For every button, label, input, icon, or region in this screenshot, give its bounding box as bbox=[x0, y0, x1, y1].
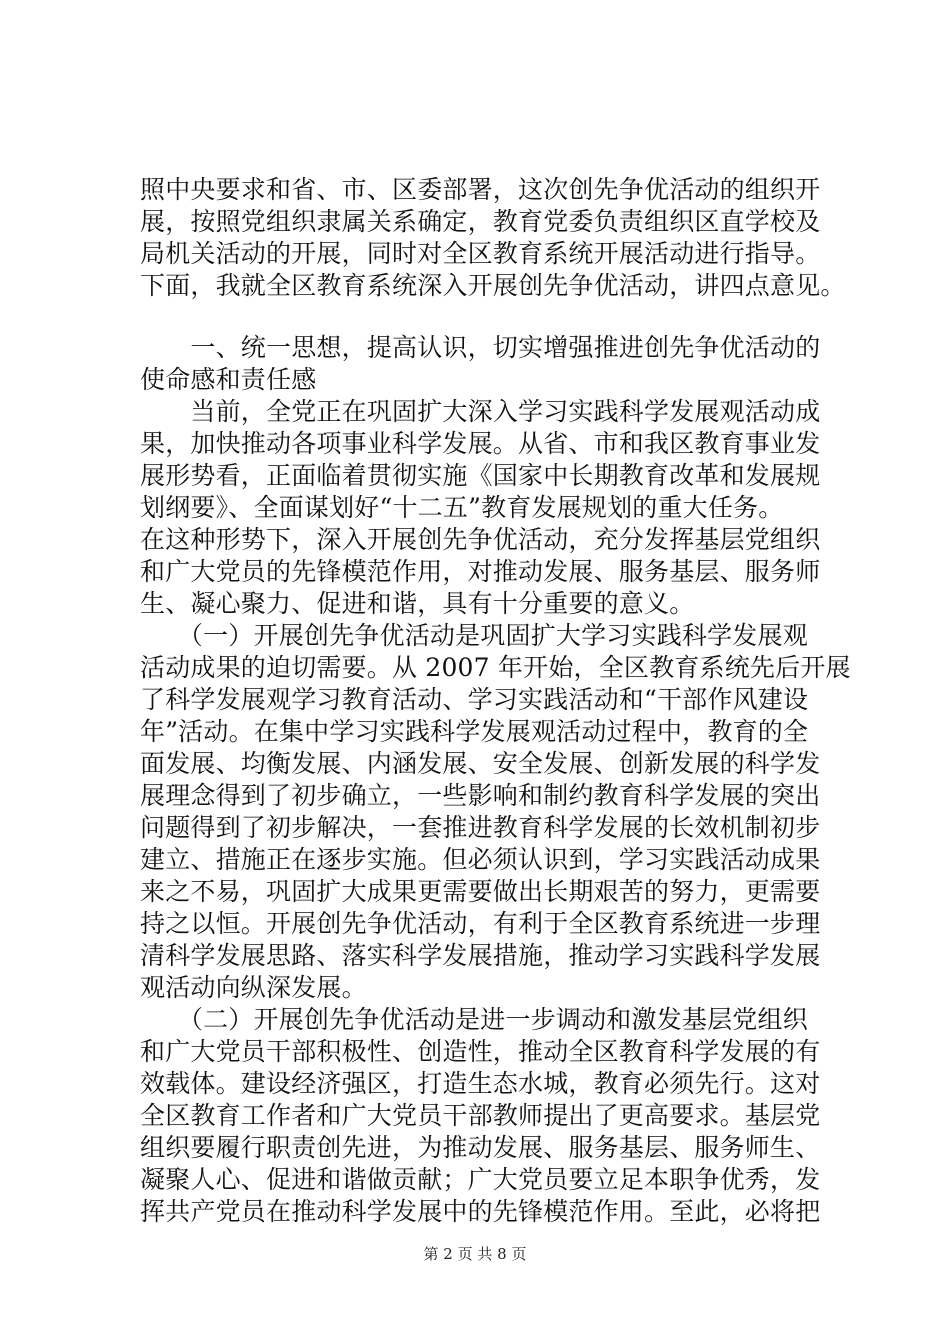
document-body bbox=[140, 174, 852, 1228]
section-heading-1 bbox=[140, 332, 852, 396]
text-line: 凝聚人心、促进和谐做贡献；广大党员要立足本职争优秀，发 bbox=[140, 1165, 821, 1194]
text-line: 照中央要求和省、市、区委部署，这次创先争优活动的组织开 bbox=[140, 175, 821, 204]
text-line: 建立、措施正在逐步实施。但必须认识到，学习实践活动成果 bbox=[140, 845, 821, 874]
text-line: 在这种形势下，深入开展创先争优活动，充分发挥基层党组织 bbox=[140, 525, 821, 554]
text-line: 效载体。建设经济强区，打造生态水城，教育必须先行。这对 bbox=[140, 1069, 821, 1098]
text-line: 划纲要》、全面谋划好“十二五”教育发展规划的重大任务。 bbox=[140, 493, 784, 522]
text-line: 挥共产党员在推动科学发展中的先锋模范作用。至此，必将把 bbox=[140, 1197, 821, 1226]
text-line: 来之不易，巩固扩大成果更需要做出长期艰苦的努力，更需要 bbox=[140, 877, 821, 906]
text-line: 年”活动。在集中学习实践科学发展观活动过程中，教育的全 bbox=[140, 717, 809, 746]
text-line: 清科学发展思路、落实科学发展措施，推动学习实践科学发展 bbox=[140, 941, 821, 970]
point-1-paragraph bbox=[140, 620, 852, 1004]
text-line: 观活动向纵深发展。 bbox=[140, 973, 367, 1002]
text-line: 面发展、均衡发展、内涵发展、安全发展、创新发展的科学发 bbox=[140, 749, 821, 778]
text-line: 活动成果的迫切需要。从 2007 年开始，全区教育系统先后开展 bbox=[140, 653, 851, 682]
heading-line: 一、统一思想，提高认识，切实增强推进创先争优活动的 bbox=[140, 333, 821, 362]
text-line: 和广大党员的先锋模范作用，对推动发展、服务基层、服务师 bbox=[140, 557, 821, 586]
page-number-footer: 第 2 页 共 8 页 bbox=[423, 1245, 527, 1263]
text-line: 展，按照党组织隶属关系确定，教育党委负责组织区直学校及 bbox=[140, 207, 821, 236]
text-line: 下面，我就全区教育系统深入开展创先争优活动，讲四点意见。 bbox=[140, 271, 846, 300]
text-line: 展理念得到了初步确立，一些影响和制约教育科学发展的突出 bbox=[140, 781, 821, 810]
text-line: （二）开展创先争优活动是进一步调动和激发基层党组织 bbox=[140, 1005, 808, 1034]
point-2-paragraph bbox=[140, 1004, 852, 1228]
paragraph-spacer bbox=[140, 302, 852, 332]
current-situation-paragraph bbox=[140, 396, 852, 620]
text-line: 问题得到了初步解决，一套推进教育科学发展的长效机制初步 bbox=[140, 813, 821, 842]
text-line: 全区教育工作者和广大党员干部教师提出了更高要求。基层党 bbox=[140, 1101, 821, 1130]
text-line: （一）开展创先争优活动是巩固扩大学习实践科学发展观 bbox=[140, 621, 808, 650]
text-line: 果，加快推动各项事业科学发展。从省、市和我区教育事业发 bbox=[140, 429, 821, 458]
text-line: 生、凝心聚力、促进和谐，具有十分重要的意义。 bbox=[140, 589, 695, 618]
intro-paragraph bbox=[140, 174, 852, 302]
text-line: 和广大党员干部积极性、创造性，推动全区教育科学发展的有 bbox=[140, 1037, 821, 1066]
text-line: 持之以恒。开展创先争优活动，有利于全区教育系统进一步理 bbox=[140, 909, 821, 938]
text-line: 了科学发展观学习教育活动、学习实践活动和“干部作风建设 bbox=[140, 685, 809, 714]
heading-line: 使命感和责任感 bbox=[140, 365, 317, 394]
text-line: 局机关活动的开展，同时对全区教育系统开展活动进行指导。 bbox=[140, 239, 821, 268]
text-line: 组织要履行职责创先进，为推动发展、服务基层、服务师生、 bbox=[140, 1133, 821, 1162]
text-line: 展形势看，正面临着贯彻实施《国家中长期教育改革和发展规 bbox=[140, 461, 821, 490]
text-line: 当前，全党正在巩固扩大深入学习实践科学发展观活动成 bbox=[140, 397, 821, 426]
